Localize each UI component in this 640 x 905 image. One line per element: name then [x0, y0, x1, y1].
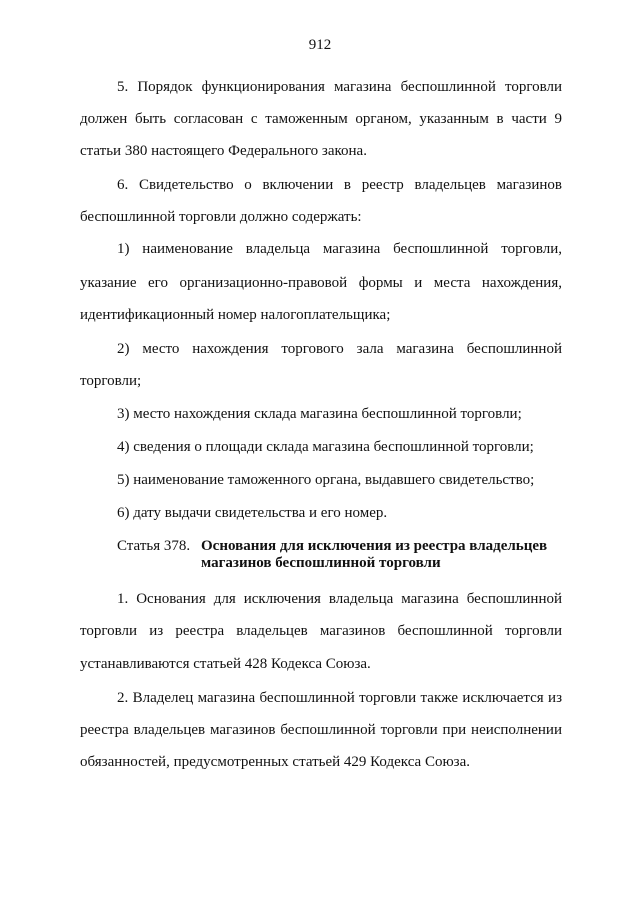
item-6: 6) дату выдачи свидетельства и его номер.	[117, 505, 388, 521]
paragraph-5-line-1: 5. Порядок функционирования магазина беспошлинной торговли	[117, 79, 562, 95]
article-label: Статья 378.	[117, 538, 191, 554]
article-paragraph-1-line-3: устанавливаются статьей 428 Кодекса Союза.	[80, 656, 371, 672]
article-paragraph-1-line-1: 1. Основания для исключения владельца магазина беспошлинной	[117, 591, 562, 607]
item-4: 4) сведения о площади склада магазина беспошлинной торговли;	[117, 439, 534, 455]
item-1-line-1: 1) наименование владельца магазина беспошлинной торговли,	[117, 241, 562, 257]
article-paragraph-2-line-3: обязанностей, предусмотренных статьей 429 Кодекса Союза.	[80, 754, 470, 770]
article-paragraph-1-line-2: торговли из реестра владельцев магазинов беспошлинной торговли	[80, 623, 562, 639]
item-3: 3) место нахождения склада магазина беспошлинной торговли;	[117, 406, 522, 422]
item-2-line-1: 2) место нахождения торгового зала магазина беспошлинной	[117, 341, 562, 357]
paragraph-6-line-1: 6. Свидетельство о включении в реестр владельцев магазинов	[117, 177, 562, 193]
paragraph-5-line-2: должен быть согласован с таможенным органом, указанным в части 9	[80, 111, 562, 127]
item-1-line-2: указание его организационно-правовой формы и места нахождения,	[80, 275, 562, 291]
article-paragraph-2-line-1: 2. Владелец магазина беспошлинной торговли также исключается из	[117, 690, 562, 706]
item-2-line-2: торговли;	[80, 373, 142, 389]
paragraph-6-line-2: беспошлинной торговли должно содержать:	[80, 209, 362, 225]
item-1-line-3: идентификационный номер налогоплательщика;	[80, 307, 391, 323]
article-title-line-1: Основания для исключения из реестра владельцев	[201, 538, 548, 554]
item-5: 5) наименование таможенного органа, выдавшего свидетельство;	[117, 472, 535, 488]
paragraph-5-line-3: статьи 380 настоящего Федерального закона.	[80, 143, 367, 159]
article-paragraph-2-line-2: реестра владельцев магазинов беспошлинной торговли при неисполнении	[80, 722, 562, 738]
article-title-line-2: магазинов беспошлинной торговли	[201, 555, 441, 571]
page-number: 912	[308, 37, 332, 53]
article-heading	[117, 537, 547, 555]
